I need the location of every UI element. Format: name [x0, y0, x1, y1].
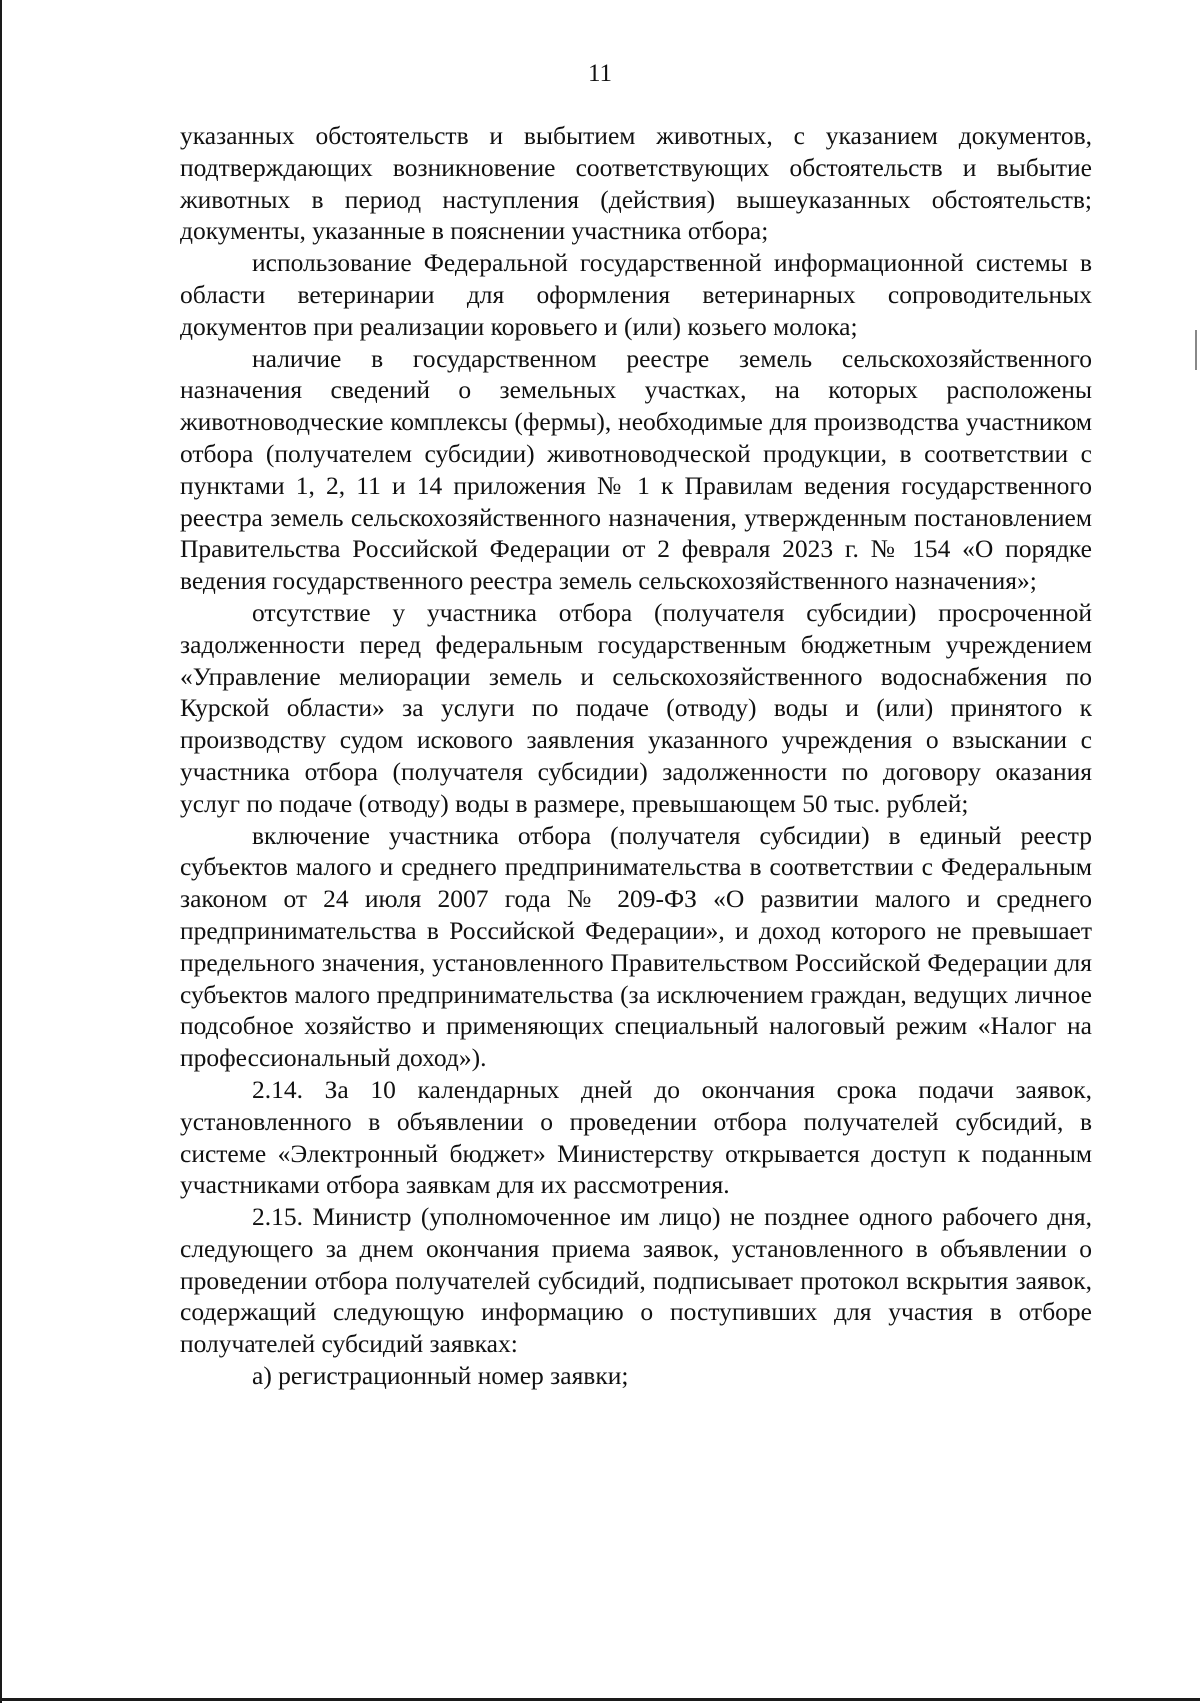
paragraph-vetis: использование Федеральной государственной информационной системы в области ветеринарии для оформления ветеринарных сопроводительных документов при реализации коровьего и (или) козьего молока; [180, 248, 1092, 341]
paragraph-item-a: а) регистрационный номер заявки; [252, 1361, 629, 1391]
paragraph-land-registry: наличие в государственном реестре земель сельскохозяйственного назначения сведений о земельных участках, на которых расположены животноводческие комплексы (фермы), необходимые для производства участником отбора (получателем субсидии) животноводческой продукции, в соответствии с пунктами 1, 2, 11 и 14 приложения № 1 к Правилам ведения государственного реестра земель сельскохозяйственного назначения, утвержденным постановлением Правительства Российской Федерации от 2 февраля 2023 г. № 154 «О порядке ведения государственного реестра земель сельскохозяйственного назначения»; [180, 343, 1092, 596]
paragraph-sme-registry: включение участника отбора (получателя субсидии) в единый реестр субъектов малого и среднего предпринимательства в соответствии с Федеральным законом от 24 июля 2007 года № 209-ФЗ «О развитии малого и среднего предпринимательства в Российской Федерации», и доход которого не превышает предельного значения, установленного Правительством Российской Федерации для субъектов малого предпринимательства (за исключением граждан, ведущих личное подсобное хозяйство и применяющих специальный налоговый режим «Налог на профессиональный доход»). [180, 820, 1092, 1073]
paragraph-clause-2-15: 2.15. Министр (уполномоченное им лицо) не позднее одного рабочего дня, следующего за днем окончания приема заявок, установленного в объявлении о проведении отбора получателей субсидий, подписывает протокол вскрытия заявок, содержащий следующую информацию о поступивших для участия в отборе получателей субсидий заявках: [180, 1202, 1092, 1359]
paragraph-continuation: указанных обстоятельств и выбытием животных, с указанием документов, подтверждающих возникновение соответствующих обстоятельств и выбытие животных в период наступления (действия) вышеуказанных обстоятельств; документы, указанные в пояснении участника отбора; [180, 121, 1092, 246]
page-number: 11 [587, 60, 613, 87]
scan-border-left [0, 0, 2, 1703]
paragraph-clause-2-14: 2.14. За 10 календарных дней до окончания срока подачи заявок, установленного в объявлении о проведении отбора получателей субсидий, в системе «Электронный бюджет» Министерству открывается доступ к поданным участниками отбора заявкам для их рассмотрения. [180, 1074, 1092, 1200]
scan-border-bottom [0, 1698, 1200, 1701]
paragraph-water-debt: отсутствие у участника отбора (получателя субсидии) просроченной задолженности перед федеральным государственным бюджетным учреждением «Управление мелиорации земель и сельскохозяйственного водоснабжения по Курской области» за услуги по подаче (отводу) воды и (или) принятого к производству судом искового заявления указанного учреждения о взыскании с участника отбора (получателя субсидии) задолженности по договору оказания услуг по подаче (отводу) воды в размере, превышающем 50 тыс. рублей; [180, 597, 1092, 818]
scan-border-right [1195, 330, 1197, 370]
document-body [180, 120, 1092, 1392]
